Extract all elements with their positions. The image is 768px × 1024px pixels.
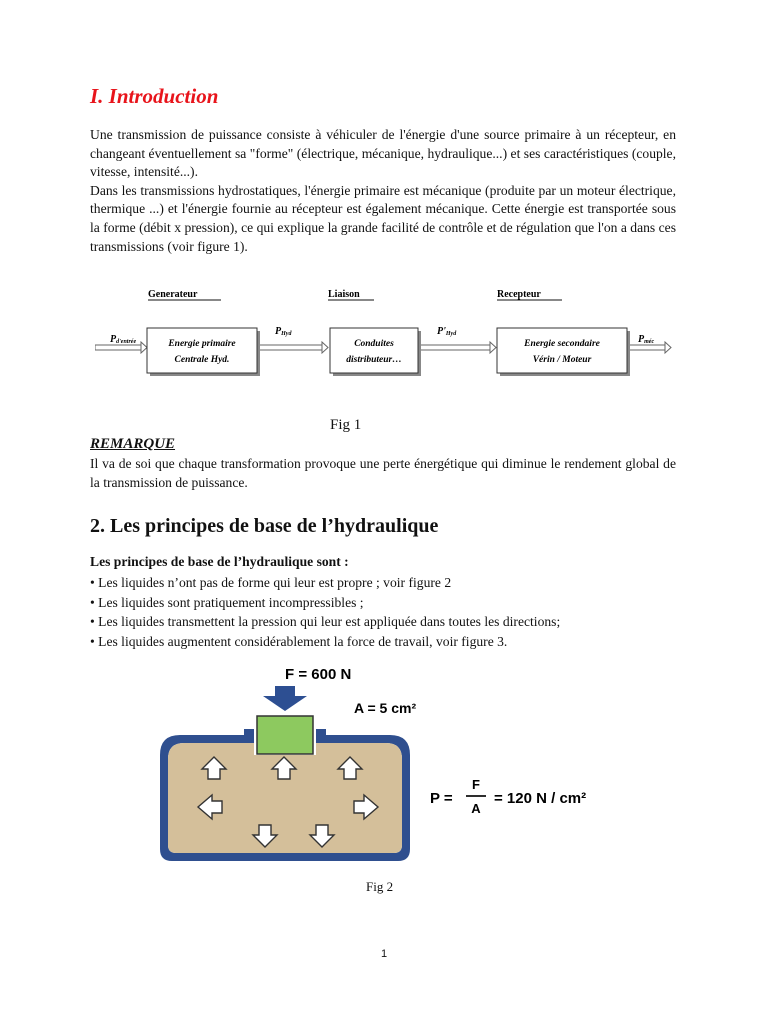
formula-denominator: A — [471, 801, 481, 816]
label-p-entree — [110, 334, 136, 345]
area-label: A = 5 cm² — [354, 700, 417, 716]
principles-list — [90, 573, 560, 651]
label-p-hyd-sub: Hyd — [281, 331, 292, 337]
header-recepteur: Recepteur — [497, 289, 541, 300]
section-1-title: I. Introduction — [90, 84, 219, 108]
label-p-mec — [638, 334, 654, 345]
intro-paragraph-1: Une transmission de puissance consiste à véhiculer de l'énergie d'une source primaire à un récepteur, en changeant éventuellement sa "forme" (électrique, mécanique, hydraulique...) et ses caractéristiques (couple, vitesse, intensité...). — [90, 127, 676, 180]
header-generateur: Generateur — [148, 289, 198, 300]
remark-title: REMARQUE — [90, 436, 176, 452]
formula-rhs: = 120 N / cm² — [494, 790, 587, 807]
force-arrow-icon — [263, 686, 307, 711]
box-recepteur-line1: Energie secondaire — [524, 339, 600, 349]
remark-text: Il va de soi que chaque transformation provoque une perte énergétique qui diminue le rendement global de la transmission de puissance. — [90, 456, 676, 490]
header-liaison: Liaison — [328, 289, 360, 300]
label-p-mec-main: P — [638, 334, 645, 345]
list-item: • Les liquides sont pratiquement incompressibles ; — [90, 594, 364, 610]
list-item: • Les liquides n’ont pas de forme qui leur est propre ; voir figure 2 — [90, 575, 452, 590]
principles-list-title: Les principes de base de l’hydraulique sont : — [90, 554, 349, 569]
label-p-entree-main: P — [110, 334, 117, 345]
list-item: • Les liquides transmettent la pression qui leur est appliquée dans toutes les directions; — [90, 614, 561, 629]
fig2-diagram — [150, 655, 650, 865]
box-liaison — [330, 328, 418, 373]
force-label: F = 600 N — [285, 666, 352, 683]
list-item: • Les liquides augmentent considérablement la force de travail, voir figure 3. — [90, 633, 508, 649]
label-p-entree-sub: d'entrée — [116, 339, 137, 345]
formula-lhs: P = — [430, 790, 453, 807]
box-generateur — [147, 328, 257, 373]
label-p-hyd-2-main: P' — [437, 326, 446, 337]
box-generateur-line2: Centrale Hyd. — [174, 355, 230, 365]
box-recepteur-line2: Vérin / Moteur — [532, 355, 592, 365]
label-p-mec-sub: méc — [644, 339, 655, 345]
fig1-diagram — [95, 282, 685, 382]
pressure-formula — [430, 777, 586, 816]
label-p-hyd-main: P — [275, 326, 282, 337]
intro-paragraph-2: Dans les transmissions hydrostatiques, l'énergie primaire est mécanique (produite par un moteur électrique, thermique ...) et l'énergie fournie au récepteur est également mécanique. Cette énergie est transportée sous la forme (débit x pression), ce qui explique la grande facilité de contrôle et de régulation que l'on a dans ces transmissions (voir figure 1). — [90, 182, 676, 254]
fig2-caption: Fig 2 — [366, 879, 394, 894]
box-recepteur — [497, 328, 627, 373]
piston — [257, 716, 313, 754]
label-p-hyd-2-sub: Hyd — [445, 331, 457, 337]
label-p-hyd-2 — [437, 326, 457, 337]
box-liaison-line1: Conduites — [354, 339, 394, 349]
fig1-caption: Fig 1 — [330, 417, 362, 433]
section-2-title: 2. Les principes de base de l’hydraulique — [90, 515, 439, 537]
box-liaison-line2: distributeur… — [346, 355, 402, 365]
page-number: 1 — [380, 948, 388, 960]
intro-text — [90, 126, 676, 256]
formula-numerator: F — [472, 777, 480, 792]
label-p-hyd — [275, 326, 292, 337]
box-generateur-line1: Energie primaire — [168, 339, 236, 349]
